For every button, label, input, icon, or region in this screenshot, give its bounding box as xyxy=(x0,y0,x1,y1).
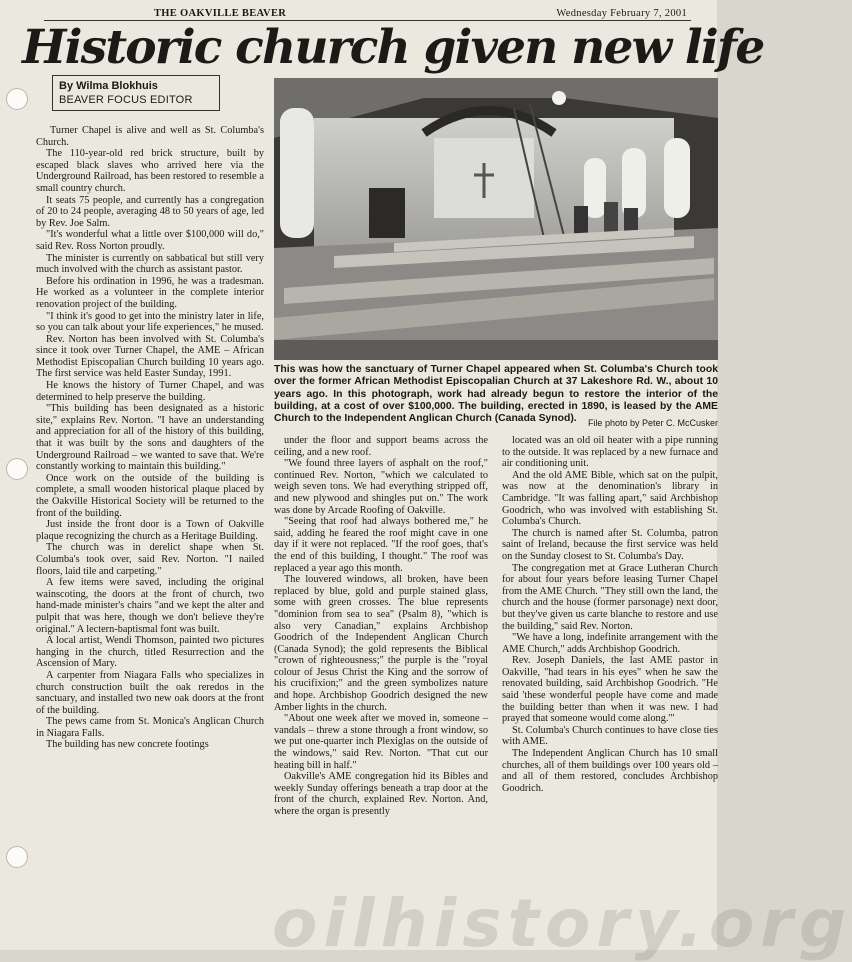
paragraph: A local artist, Wendi Thomson, painted two pictures hanging in the church, titled Resurrection and the Ascension of Mary. xyxy=(36,635,264,670)
paragraph: Rev. Joseph Daniels, the last AME pastor in Oakville, "had tears in his eyes" when he saw the renovated building, said Archbishop Goodrich. "He said 'these wonderful people have come and made the building better than when it was new. I had prayed that someone would come along.'" xyxy=(502,655,718,725)
issue-date: Wednesday February 7, 2001 xyxy=(556,8,687,19)
paragraph: The congregation met at Grace Lutheran Church for about four years before leasing Turner Chapel from the AME Church. "They still own the land, the church and the house (former parsonage) next door, but they've given us carte blanche to restore and use the building," said Rev. Norton. xyxy=(502,562,718,632)
author-name: By Wilma Blokhuis xyxy=(59,80,158,92)
author-title: BEAVER FOCUS EDITOR xyxy=(59,94,193,106)
paragraph: "I think it's good to get into the ministry later in life, so you can talk about your life experiences," he mused. xyxy=(36,310,264,334)
paragraph: St. Columba's Church continues to have close ties with AME. xyxy=(502,724,718,748)
paragraph: The 110-year-old red brick structure, built by escaped black slaves who arrived here via the Underground Railroad, has been restored to resemble a small country church. xyxy=(36,148,264,194)
masthead xyxy=(22,8,703,19)
paragraph: It seats 75 people, and currently has a congregation of 20 to 24 people, averaging 48 to 50 years of age, led by Rev. Joe Salm. xyxy=(36,194,264,229)
column-3 xyxy=(502,435,718,794)
headline: Historic church given new life xyxy=(22,20,764,75)
paragraph: A few items were saved, including the original wainscoting, the doors at the front of church, two hand-made minister's chairs "and we kept the alter and pulpit that was here, though we don't believe they're original." A lectern-baptismal font was built. xyxy=(36,577,264,635)
photo-credit: File photo by Peter C. McCusker xyxy=(587,418,718,428)
paper-name: THE OAKVILLE BEAVER xyxy=(154,8,287,19)
paragraph: Rev. Norton has been involved with St. Columba's since it took over Turner Chapel, the AME – African Methodist Episcopalian Church building 10 years ago. The first service was held Easter Sunday, 1991. xyxy=(36,333,264,380)
church-interior-photo xyxy=(274,78,718,360)
paragraph: A carpenter from Niagara Falls who specializes in church construction built the oak reredos in the sanctuary, and installed two new oak doors at the front of the building. xyxy=(36,669,264,716)
paragraph: "This building has been designated as a historic site," explains Rev. Norton. "I have an understanding and appreciation for all of the history of this building, that it was built by the sons and daughters of the Underground Railroad – we wanted to save that. We're constantly working to maintain this building." xyxy=(36,403,264,473)
watermark: oilhistory.org xyxy=(272,885,852,962)
paragraph: Before his ordination in 1996, he was a tradesman. He worked as a volunteer in the complete interior renovation project of the building. xyxy=(36,275,264,310)
paragraph: The pews came from St. Monica's Anglican Church in Niagara Falls. xyxy=(36,716,264,739)
sanctuary-photo-illustration xyxy=(274,78,718,360)
paragraph: The building has new concrete footings xyxy=(46,739,209,751)
paragraph: The church is named after St. Columba, patron saint of Ireland, because the first service was held on the Sunday closest to St. Columba's Day. xyxy=(502,527,718,562)
byline-box xyxy=(52,75,220,111)
paragraph: Just inside the front door is a Town of Oakville plaque recognizing the church as a Heritage Building. xyxy=(36,519,264,542)
paragraph: The church was in derelict shape when St. Columba's took over, said Rev. Norton. "I nailed floors, laid tile and carpeting." xyxy=(36,542,264,577)
paragraph: The minister is currently on sabbatical but still very much involved with the church as assistant pastor. xyxy=(36,252,264,276)
paragraph: The louvered windows, all broken, have been replaced by blue, gold and purple stained glass, some with green crosses. The blue represents "dominion from sea to sea" (Psalm 8), "which is also very Canadian," explains Archbishop Goodrich of the Independent Anglican Church (Canada Synod); the gold represents the Biblical "crown of righteousness;" the purple is the "royal colour of Jesus Christ the King and the sorrow of his crucifixion;" and the green symbolizes nature and hope. Archbishop Goodrich designed the new Amber lights in the church. xyxy=(274,574,488,713)
paragraph: "About one week after we moved in, someone – vandals – threw a stone through a front window, so we put one-quarter inch Plexiglas on the outside of the windows," said Rev. Norton. "That cut our heating bill in half." xyxy=(274,713,488,771)
photo-caption: This was how the sanctuary of Turner Chapel appeared when St. Columba's Church took over the former African Methodist Episcopalian Church at 37 Lakeshore Rd. W., about 10 years ago. In this photograph, work had already begun to restore the interior of the building, at a cost of over $100,000. The building, erected in 1890, is leased by the AME Church to the Independent Anglican Church (Canada Synod). xyxy=(274,364,718,425)
paragraph: And the old AME Bible, which sat on the pulpit, was now at the denomination's library in Cambridge. "It was falling apart," said Archbishop Goodrich, who was involved with establishing St. Columba's Church. xyxy=(502,469,718,528)
paragraph: "We have a long, indefinite arrangement with the AME Church," adds Archbishop Goodrich. xyxy=(502,632,718,655)
column-2 xyxy=(274,435,488,818)
paragraph: located was an old oil heater with a pipe running to the outside. It was replaced by a new furnace and air conditioning unit. xyxy=(502,435,718,470)
paragraph: "Seeing that roof had always bothered me," he said, adding he feared the roof might cave in one day if it were not replaced. "If the roof goes, that's the end of this building, I thought." The roof was replaced a year ago this month. xyxy=(274,516,488,574)
paragraph: Oakville's AME congregation hid its Bibles and weekly Sunday offerings beneath a trap door at the front of the church, explained Rev. Norton. And, where the organ is presently xyxy=(274,771,488,817)
paragraph: "It's wonderful what a little over $100,000 will do," said Rev. Ross Norton proudly. xyxy=(36,229,264,252)
paragraph: Once work on the outside of the building is complete, a small wooden historical plaque placed by the Oakville Historical Society will be returned to the front of the building. xyxy=(36,472,264,519)
paragraph: under the floor and support beams across the ceiling, and a new roof. xyxy=(274,435,488,458)
column-1 xyxy=(36,125,264,751)
paragraph: "We found three layers of asphalt on the roof," continued Rev. Norton, "which we calculated to weigh seven tons. We had everything stripped off, and new plywood and shingles put on." The work was done by Arcade Roofing of Oakville. xyxy=(274,458,488,516)
article-body xyxy=(22,75,852,962)
paragraph: He knows the history of Turner Chapel, and was determined to help preserve the building. xyxy=(36,380,264,403)
paragraph: Turner Chapel is alive and well as St. Columba's Church. xyxy=(36,125,264,148)
paragraph: The Independent Anglican Church has 10 small churches, all of them buildings over 100 years old – and all of them restored, concludes Archbishop Goodrich. xyxy=(502,748,718,794)
